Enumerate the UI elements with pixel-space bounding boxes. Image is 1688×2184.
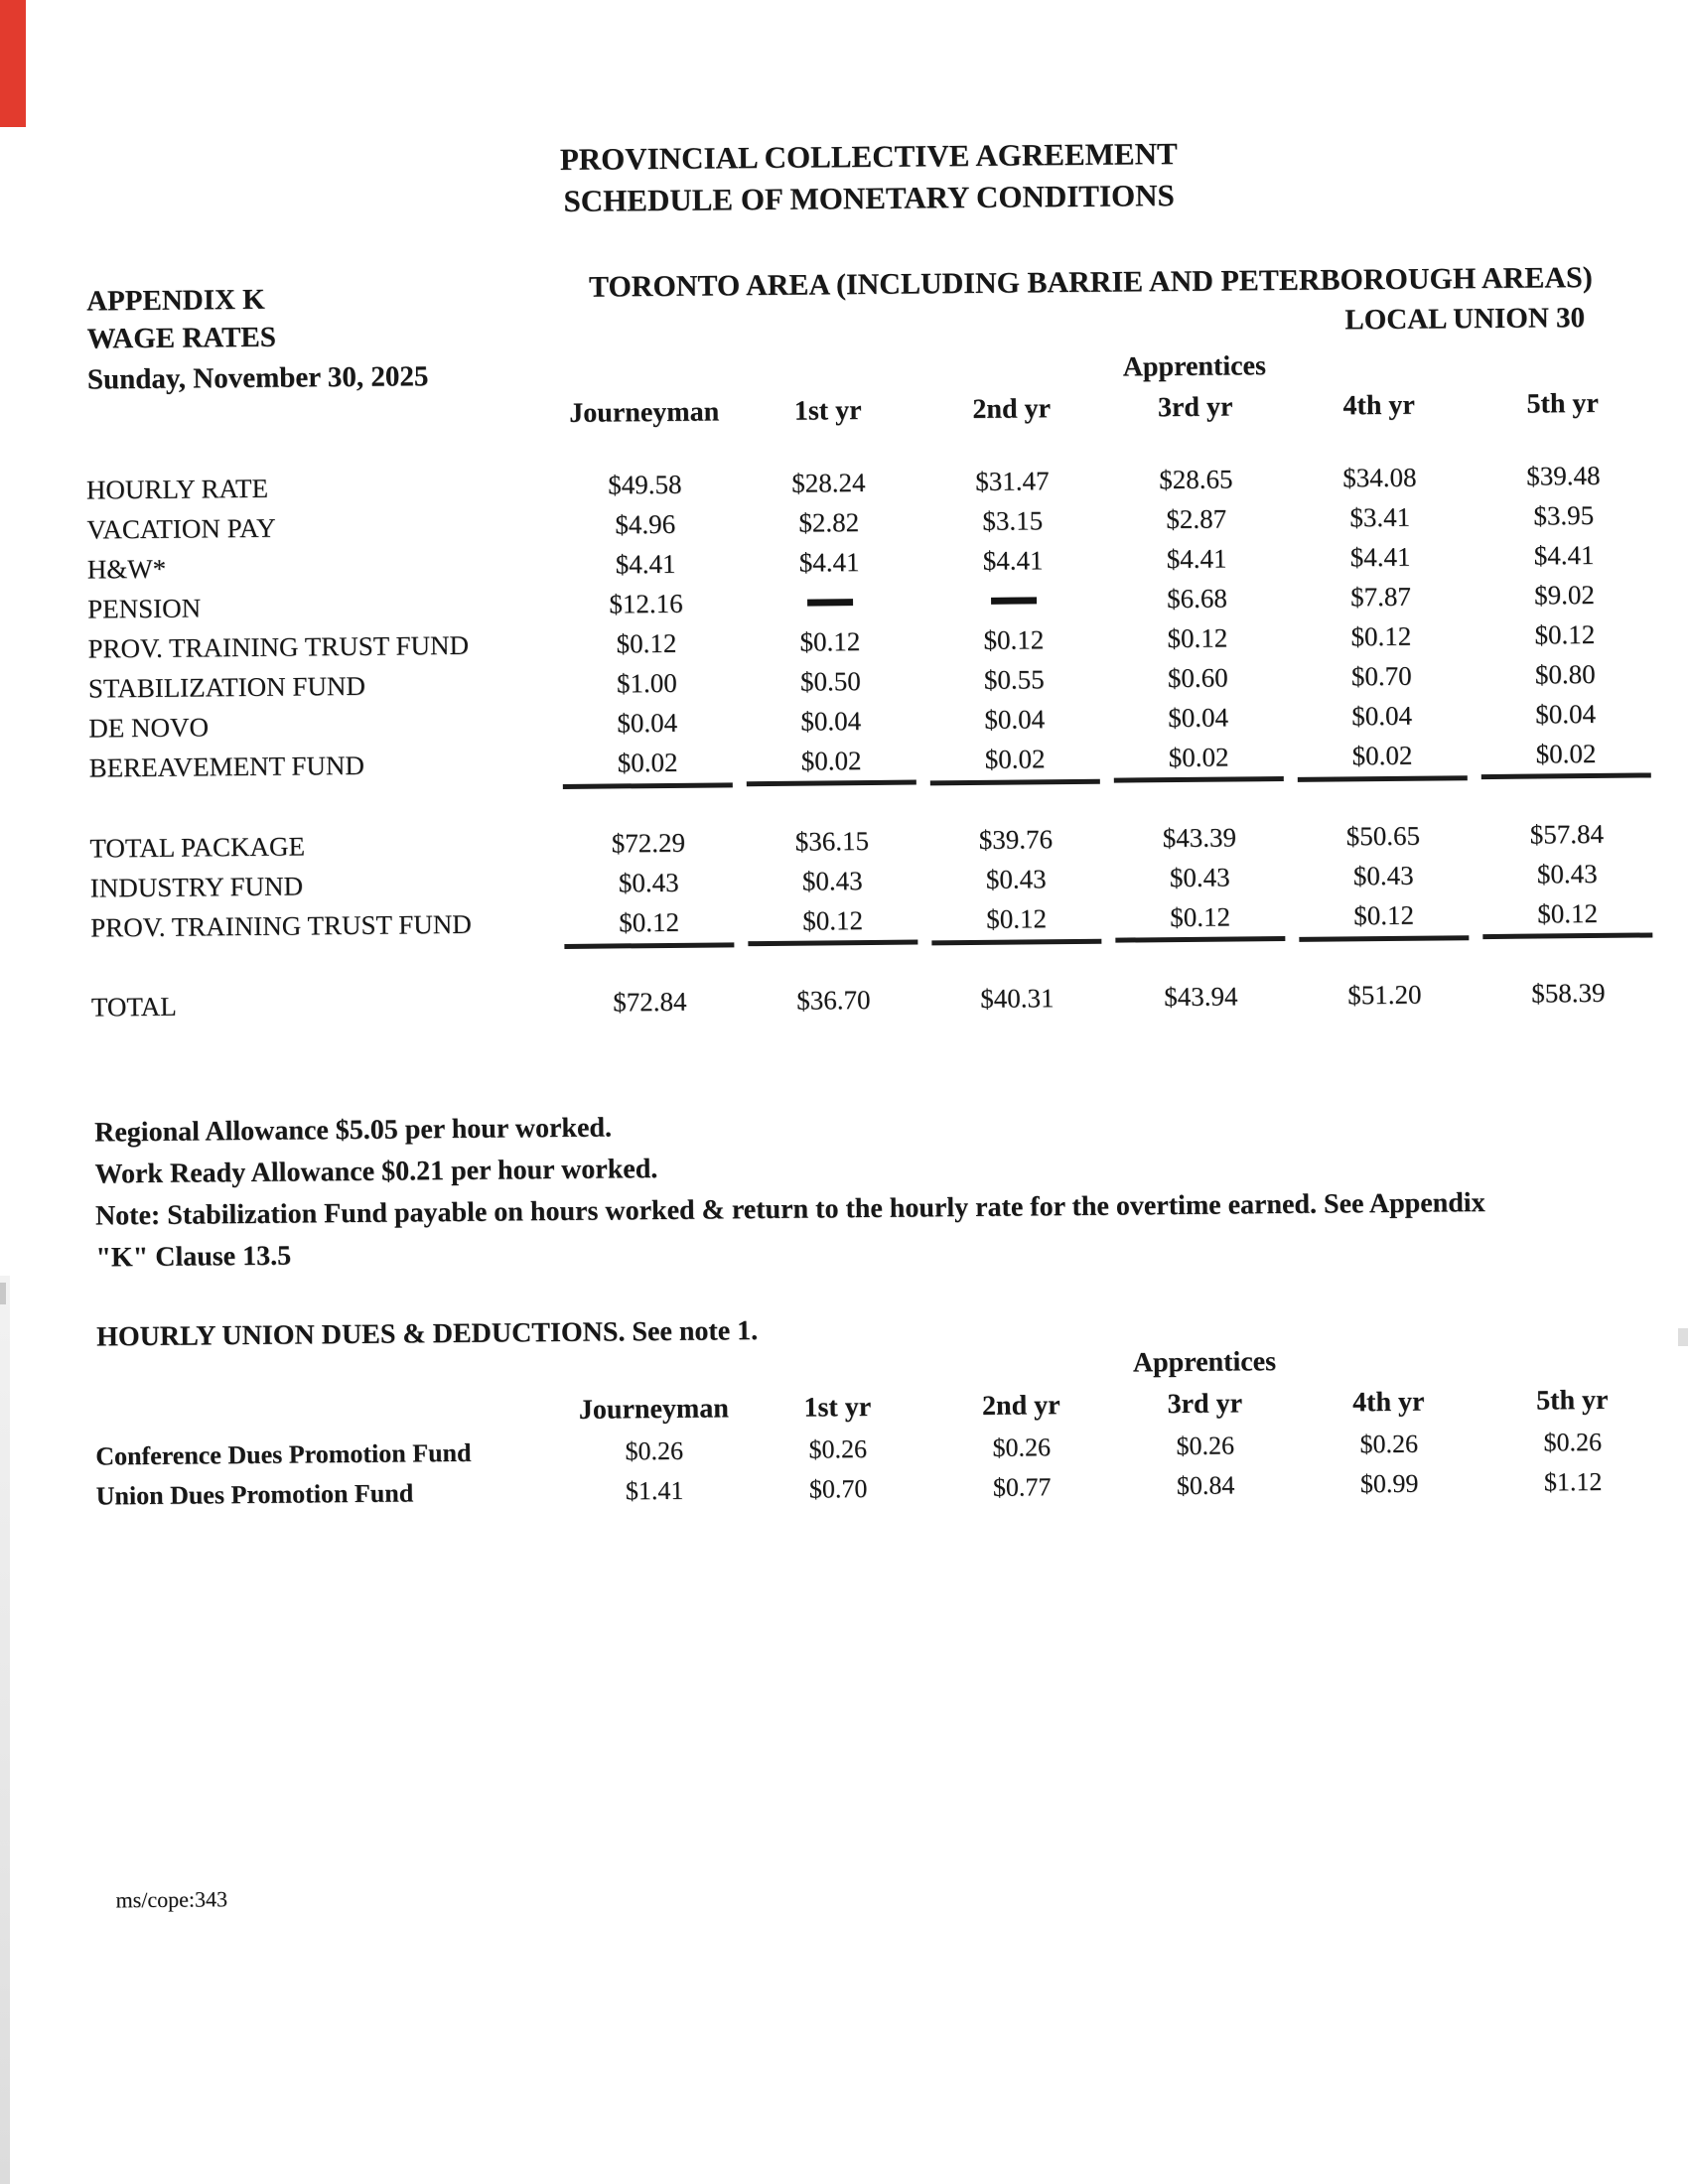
value-cell: $0.12 <box>983 623 1045 655</box>
value-cell: $2.87 <box>1166 503 1227 534</box>
row-label: PROV. TRAINING TRUST FUND <box>87 629 470 664</box>
value-cell: $0.12 <box>1350 620 1412 651</box>
column-header: 5th yr <box>1536 1384 1609 1417</box>
row-label: Conference Dues Promotion Fund <box>95 1437 472 1471</box>
value-cell: $0.04 <box>617 707 678 738</box>
column-header: 4th yr <box>1352 1386 1425 1419</box>
column-header: 1st yr <box>793 395 862 427</box>
value-cell: $0.80 <box>1534 658 1596 690</box>
value-cell: $4.41 <box>1166 543 1227 574</box>
row-label: Union Dues Promotion Fund <box>95 1478 414 1511</box>
header-spacer <box>95 1411 562 1416</box>
column-header: 2nd yr <box>981 1390 1060 1422</box>
note-line: "K" Clause 13.5 <box>95 1240 292 1274</box>
value-cell: $0.43 <box>1536 858 1598 889</box>
value-cell: $0.70 <box>808 1474 868 1504</box>
row-label: STABILIZATION FUND <box>87 670 366 704</box>
value-cell: $3.41 <box>1349 501 1411 532</box>
dues-heading: HOURLY UNION DUES & DEDUCTIONS. See note 1. <box>96 1315 759 1353</box>
value-cell: $0.04 <box>800 705 862 737</box>
value-cell: $50.65 <box>1345 820 1421 851</box>
value-cell: $0.99 <box>1359 1468 1419 1499</box>
value-cell: $36.70 <box>796 984 871 1016</box>
value-cell: $43.39 <box>1162 821 1237 853</box>
value-cell: $0.43 <box>618 867 679 897</box>
scan-dot-artifact <box>1678 1328 1688 1346</box>
column-header: 3rd yr <box>1167 1388 1243 1421</box>
value-cell: $36.15 <box>794 825 870 857</box>
value-cell: $4.96 <box>615 508 676 539</box>
value-cell: $0.12 <box>616 627 677 658</box>
row-label: H&W* <box>86 553 167 585</box>
value-cell: $0.02 <box>1168 742 1229 772</box>
value-cell: $1.12 <box>1543 1466 1603 1497</box>
value-cell: $4.41 <box>615 548 676 579</box>
value-cell: $58.39 <box>1531 977 1606 1009</box>
row-label: INDUSTRY FUND <box>89 870 304 903</box>
value-cell: $0.26 <box>625 1435 684 1466</box>
red-scan-artifact <box>0 0 26 127</box>
value-cell: $4.41 <box>1533 539 1595 571</box>
value-cell: $1.00 <box>616 667 677 698</box>
row-label: TOTAL <box>90 991 177 1023</box>
value-cell: $0.04 <box>1351 700 1413 731</box>
row-label: VACATION PAY <box>86 512 276 545</box>
column-header: 1st yr <box>803 1392 872 1424</box>
value-cell: $0.04 <box>1168 702 1229 733</box>
grand-total-row <box>91 972 1660 1026</box>
date-label: Sunday, November 30, 2025 <box>86 360 429 396</box>
row-label: PENSION <box>86 592 202 624</box>
value-cell: $39.76 <box>978 823 1054 855</box>
area-title: TORONTO AREA (INCLUDING BARRIE AND PETERBOROUGH AREAS) <box>588 260 1593 304</box>
value-cell: $9.02 <box>1534 579 1596 611</box>
value-cell <box>738 598 921 607</box>
value-cell: $0.77 <box>992 1472 1052 1502</box>
value-cell: $6.68 <box>1167 583 1228 614</box>
value-cell: $0.04 <box>1535 698 1597 730</box>
value-cell: $0.12 <box>802 904 864 936</box>
value-cell: $0.26 <box>808 1434 868 1464</box>
note-line: Work Ready Allowance $0.21 per hour worked. <box>94 1154 658 1190</box>
value-cell: $0.55 <box>983 663 1045 695</box>
value-cell: $0.12 <box>619 906 680 937</box>
value-cell: $0.12 <box>1537 897 1599 929</box>
row-label: BEREAVEMENT FUND <box>88 750 365 783</box>
value-cell: $0.12 <box>1534 618 1596 650</box>
value-cell: $2.82 <box>798 506 860 538</box>
value-cell: $0.43 <box>1352 860 1414 890</box>
note-line: Regional Allowance $5.05 per hour worked. <box>94 1112 613 1149</box>
value-cell: $1.41 <box>625 1475 684 1506</box>
value-cell: $0.50 <box>799 665 861 697</box>
value-cell: $0.12 <box>1170 901 1231 932</box>
value-cell: $51.20 <box>1347 979 1422 1010</box>
value-cell: $0.70 <box>1350 660 1412 691</box>
row-label: PROV. TRAINING TRUST FUND <box>90 908 472 943</box>
column-header: Journeyman <box>569 396 720 429</box>
appendix-label: APPENDIX K <box>85 283 265 318</box>
value-cell: $7.87 <box>1350 581 1412 612</box>
column-header: 2nd yr <box>972 393 1052 425</box>
row-label: TOTAL PACKAGE <box>89 830 306 864</box>
value-cell: $3.95 <box>1533 499 1595 531</box>
value-cell: $39.48 <box>1526 460 1601 491</box>
page-subtitle: SCHEDULE OF MONETARY CONDITIONS <box>563 178 1175 218</box>
apprentices-label: Apprentices <box>1132 1346 1277 1379</box>
value-cell: $57.84 <box>1529 818 1605 850</box>
value-cell: $0.43 <box>985 863 1047 894</box>
dues-table <box>94 1338 1665 1516</box>
value-cell: $0.02 <box>617 747 678 777</box>
scan-streak-nub-artifact <box>0 1283 6 1304</box>
column-header: 4th yr <box>1342 389 1416 422</box>
value-cell: $31.47 <box>975 465 1050 496</box>
apprentices-label: Apprentices <box>1122 350 1267 383</box>
value-cell: $0.26 <box>1176 1431 1235 1461</box>
value-cell: $40.31 <box>980 982 1055 1014</box>
note-line: Note: Stabilization Fund payable on hours worked & return to the hourly rate for the overtime earned. See Appendix <box>94 1187 1485 1232</box>
value-cell: $0.26 <box>1543 1427 1603 1457</box>
value-cell: $34.08 <box>1342 462 1417 492</box>
value-cell: $0.02 <box>984 743 1046 774</box>
row-label: DE NOVO <box>88 711 210 744</box>
value-cell: $28.65 <box>1159 463 1233 494</box>
value-cell: $0.12 <box>799 625 861 657</box>
value-cell: $12.16 <box>609 588 683 619</box>
value-cell: $0.60 <box>1167 662 1228 693</box>
value-cell <box>921 596 1105 605</box>
column-header: 5th yr <box>1526 387 1600 420</box>
value-cell: $28.24 <box>791 467 866 498</box>
row-label: HOURLY RATE <box>85 473 269 505</box>
value-cell: $0.12 <box>986 902 1048 934</box>
wage-rates-label: WAGE RATES <box>86 321 277 355</box>
value-cell: $72.84 <box>613 986 687 1017</box>
notes-block <box>94 1099 1485 1279</box>
footer-code: ms/cope:343 <box>115 1886 228 1913</box>
column-header: Journeyman <box>578 1393 729 1426</box>
value-cell: $3.15 <box>982 504 1044 536</box>
column-header: 3rd yr <box>1157 391 1233 424</box>
value-cell: $4.41 <box>798 546 860 578</box>
value-cell: $0.02 <box>1535 738 1597 769</box>
value-cell: $49.58 <box>608 469 682 500</box>
value-cell: $0.26 <box>1359 1429 1419 1459</box>
rate-table <box>85 383 1660 1026</box>
header-spacer <box>85 414 552 419</box>
value-cell: $4.41 <box>1349 541 1411 572</box>
value-cell: $0.12 <box>1167 622 1228 653</box>
value-cell: $43.94 <box>1164 980 1238 1012</box>
value-cell: $0.84 <box>1176 1470 1235 1501</box>
value-cell: $0.12 <box>1353 899 1415 930</box>
value-cell: $0.43 <box>801 865 863 896</box>
value-cell: $72.29 <box>611 827 686 858</box>
value-cell: $0.43 <box>1169 862 1230 892</box>
page-title: PROVINCIAL COLLECTIVE AGREEMENT <box>559 135 1178 177</box>
value-cell: $0.26 <box>992 1433 1052 1462</box>
local-union-label: LOCAL UNION 30 <box>1344 302 1586 337</box>
value-cell: $0.02 <box>800 745 862 776</box>
value-cell: $0.02 <box>1351 740 1413 770</box>
value-cell: $4.41 <box>982 544 1044 576</box>
scan-streak-artifact <box>0 1276 10 2184</box>
value-cell: $0.04 <box>984 703 1046 735</box>
